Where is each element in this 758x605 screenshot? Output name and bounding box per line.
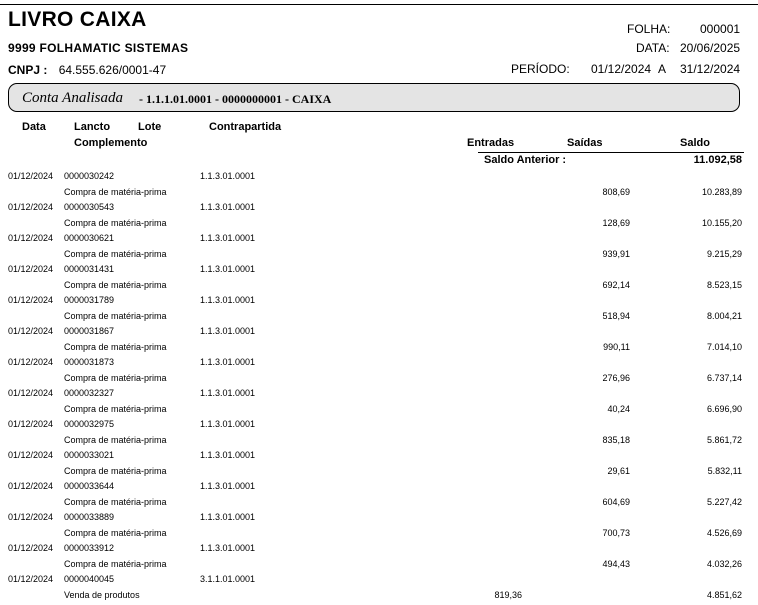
entry-date: 01/12/2024 <box>8 171 54 181</box>
table-row <box>0 202 758 233</box>
conta-label: Conta Analisada <box>22 90 123 106</box>
saldo-anterior-value: 11.092,58 <box>693 154 742 166</box>
entry-saida: 835,18 <box>602 435 630 445</box>
saldo-anterior-label: Saldo Anterior : <box>484 154 567 166</box>
entry-lancto: 0000032975 <box>64 419 115 429</box>
entry-lancto: 0000033889 <box>64 512 115 522</box>
col-header-contrapartida: Contrapartida <box>209 121 282 133</box>
entry-complemento: Compra de matéria-prima <box>64 404 167 414</box>
entry-contrapartida: 1.1.3.01.0001 <box>200 264 256 274</box>
col-header-complemento: Complemento <box>74 137 148 149</box>
entry-saldo: 4.526,69 <box>706 528 742 538</box>
entry-saldo: 5.861,72 <box>706 435 742 445</box>
entry-date: 01/12/2024 <box>8 450 54 460</box>
company-name: 9999 FOLHAMATIC SISTEMAS <box>8 41 189 55</box>
cnpj-value: 64.555.626/0001-47 <box>58 63 167 77</box>
entry-lancto: 0000033912 <box>64 543 115 553</box>
cnpj <box>8 63 166 77</box>
entry-date: 01/12/2024 <box>8 264 54 274</box>
table-row <box>0 295 758 326</box>
entry-saida: 29,61 <box>607 466 630 476</box>
table-row <box>0 233 758 264</box>
entry-saida: 808,69 <box>602 187 630 197</box>
entry-saldo: 4.032,26 <box>706 559 742 569</box>
entry-saldo: 10.155,20 <box>701 218 742 228</box>
entry-saldo: 5.832,11 <box>707 466 742 476</box>
entry-lancto: 0000030543 <box>64 202 115 212</box>
entry-contrapartida: 3.1.1.01.0001 <box>200 574 256 584</box>
table-row <box>0 512 758 543</box>
entry-lancto: 0000031431 <box>64 264 115 274</box>
entry-lancto: 0000031789 <box>64 295 115 305</box>
entry-date: 01/12/2024 <box>8 357 54 367</box>
entry-complemento: Compra de matéria-prima <box>64 342 167 352</box>
entry-contrapartida: 1.1.3.01.0001 <box>200 481 256 491</box>
entry-saldo: 8.004,21 <box>706 311 742 321</box>
entry-complemento: Compra de matéria-prima <box>64 528 167 538</box>
entry-contrapartida: 1.1.3.01.0001 <box>200 357 256 367</box>
entry-contrapartida: 1.1.3.01.0001 <box>200 450 256 460</box>
data-value: 20/06/2025 <box>680 41 741 55</box>
col-header-entradas: Entradas <box>467 137 515 149</box>
entry-complemento: Compra de matéria-prima <box>64 466 167 476</box>
entry-lancto: 0000033644 <box>64 481 115 491</box>
entry-entrada: 819,36 <box>494 590 522 600</box>
col-header-saldo: Saldo <box>680 137 710 149</box>
entry-complemento: Venda de produtos <box>64 590 140 600</box>
table-row <box>0 264 758 295</box>
entry-contrapartida: 1.1.3.01.0001 <box>200 233 256 243</box>
report-title: LIVRO CAIXA <box>8 8 147 31</box>
periodo-label: PERÍODO: <box>511 62 570 76</box>
table-row <box>0 481 758 512</box>
entry-lancto: 0000032327 <box>64 388 115 398</box>
entry-lancto: 0000031867 <box>64 326 115 336</box>
entry-contrapartida: 1.1.3.01.0001 <box>200 202 256 212</box>
entry-saldo: 10.283,89 <box>701 187 742 197</box>
entry-complemento: Compra de matéria-prima <box>64 249 167 259</box>
folha-value: 000001 <box>700 22 741 36</box>
entry-contrapartida: 1.1.3.01.0001 <box>200 171 256 181</box>
entry-complemento: Compra de matéria-prima <box>64 187 167 197</box>
cnpj-label: CNPJ : <box>8 63 48 77</box>
entry-saida: 518,94 <box>602 311 630 321</box>
entry-complemento: Compra de matéria-prima <box>64 218 167 228</box>
entry-saida: 604,69 <box>602 497 630 507</box>
entry-contrapartida: 1.1.3.01.0001 <box>200 512 256 522</box>
table-row <box>0 574 758 605</box>
entry-saldo: 5.227,42 <box>706 497 742 507</box>
entry-date: 01/12/2024 <box>8 233 54 243</box>
table-row <box>0 543 758 574</box>
entry-saldo: 6.696,90 <box>706 404 742 414</box>
entry-saldo: 8.523,15 <box>706 280 742 290</box>
entry-lancto: 0000030242 <box>64 171 115 181</box>
entry-complemento: Compra de matéria-prima <box>64 435 167 445</box>
entry-saldo: 7.014,10 <box>706 342 742 352</box>
entry-saida: 990,11 <box>603 342 630 352</box>
entry-date: 01/12/2024 <box>8 388 54 398</box>
entry-lancto: 0000030621 <box>64 233 115 243</box>
entry-contrapartida: 1.1.3.01.0001 <box>200 419 256 429</box>
entry-date: 01/12/2024 <box>8 419 54 429</box>
entry-date: 01/12/2024 <box>8 512 54 522</box>
table-row <box>0 326 758 357</box>
entry-saida: 276,96 <box>602 373 630 383</box>
table-row <box>0 450 758 481</box>
entry-saida: 128,69 <box>602 218 630 228</box>
periodo-end: 31/12/2024 <box>680 62 741 76</box>
entry-lancto: 0000033021 <box>64 450 115 460</box>
table-row <box>0 388 758 419</box>
entry-contrapartida: 1.1.3.01.0001 <box>200 543 256 553</box>
entry-complemento: Compra de matéria-prima <box>64 559 167 569</box>
table-row <box>0 357 758 388</box>
entry-saida: 700,73 <box>602 528 630 538</box>
entry-contrapartida: 1.1.3.01.0001 <box>200 326 256 336</box>
entry-saldo: 6.737,14 <box>706 373 742 383</box>
entry-lancto: 0000040045 <box>64 574 115 584</box>
entry-lancto: 0000031873 <box>64 357 115 367</box>
table-row <box>0 171 758 202</box>
entry-complemento: Compra de matéria-prima <box>64 280 167 290</box>
col-header-saidas: Saídas <box>567 137 603 149</box>
col-header-data: Data <box>22 121 46 133</box>
entry-date: 01/12/2024 <box>8 326 54 336</box>
entry-saldo: 4.851,62 <box>706 590 742 600</box>
periodo-start: 01/12/2024 <box>591 62 652 76</box>
entry-complemento: Compra de matéria-prima <box>64 497 167 507</box>
conta-value: - 1.1.1.01.0001 - 0000000001 - CAIXA <box>139 92 332 106</box>
entry-contrapartida: 1.1.3.01.0001 <box>200 295 256 305</box>
entry-complemento: Compra de matéria-prima <box>64 311 167 321</box>
entry-contrapartida: 1.1.3.01.0001 <box>200 388 256 398</box>
entry-saldo: 9.215,29 <box>706 249 742 259</box>
data-label: DATA: <box>636 41 670 55</box>
periodo-separator: A <box>658 62 667 76</box>
saldo-anterior-rule <box>478 152 744 153</box>
entry-complemento: Compra de matéria-prima <box>64 373 167 383</box>
col-header-lancto: Lancto <box>74 121 111 133</box>
entry-date: 01/12/2024 <box>8 295 54 305</box>
entry-date: 01/12/2024 <box>8 574 54 584</box>
entry-saida: 692,14 <box>602 280 630 290</box>
entry-saida: 939,91 <box>602 249 630 259</box>
entry-date: 01/12/2024 <box>8 543 54 553</box>
top-rule <box>0 4 758 5</box>
folha-label: FOLHA: <box>627 22 671 36</box>
entry-saida: 40,24 <box>607 404 630 414</box>
entry-date: 01/12/2024 <box>8 202 54 212</box>
table-row <box>0 419 758 450</box>
entry-saida: 494,43 <box>602 559 630 569</box>
col-header-lote: Lote <box>138 121 162 133</box>
entry-date: 01/12/2024 <box>8 481 54 491</box>
